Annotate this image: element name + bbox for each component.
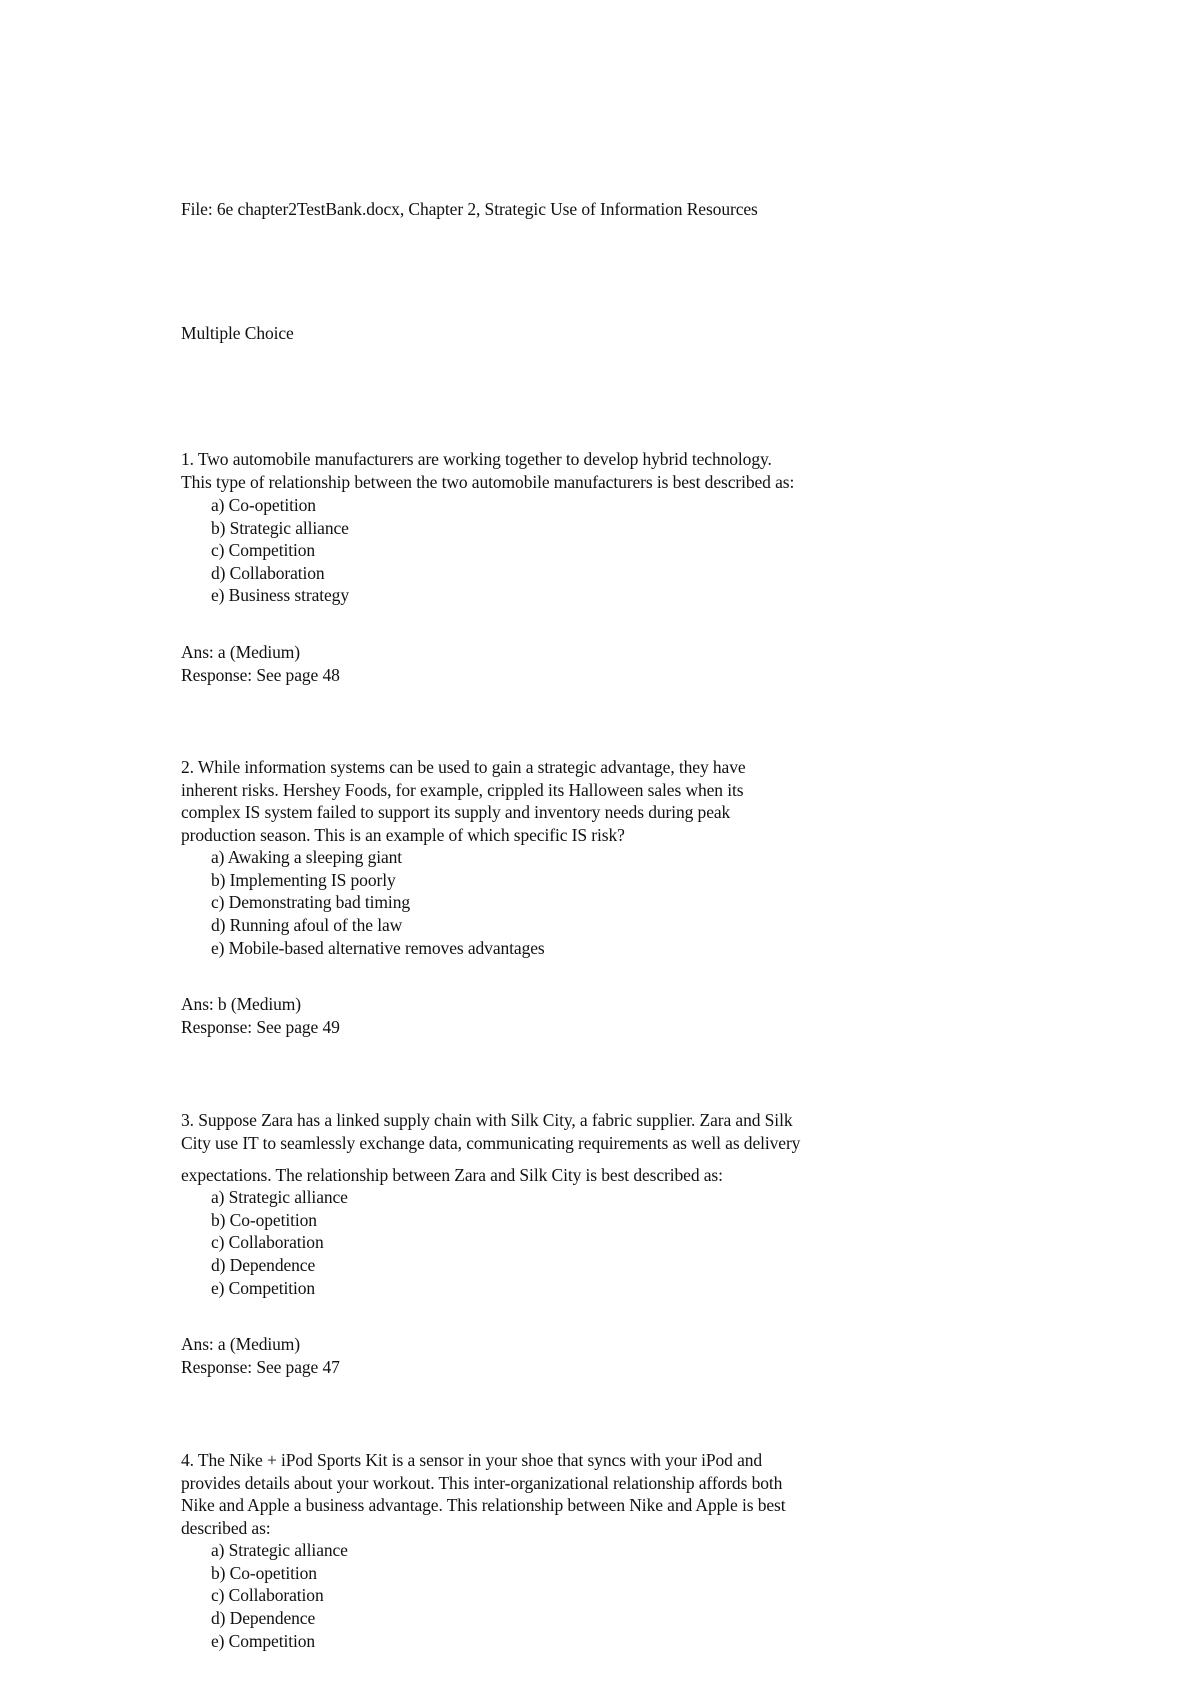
question-2-option-a: a) Awaking a sleeping giant [211,847,403,867]
question-1-option-d: d) Collaboration [211,563,325,583]
question-2-option-d: d) Running afoul of the law [211,915,403,935]
question-3-option-b: b) Co-opetition [211,1210,317,1230]
question-4-option-b: b) Co-opetition [211,1563,317,1583]
question-3-stem-line: 3. Suppose Zara has a linked supply chain with Silk City, a fabric supplier. Zara and Silk [181,1110,793,1130]
question-4-option-d: d) Dependence [211,1608,316,1628]
question-2-answer: Ans: b (Medium) [181,994,302,1014]
question-4-option-c: c) Collaboration [211,1585,324,1605]
question-3-option-d: d) Dependence [211,1255,316,1275]
section-title: Multiple Choice [181,323,294,343]
question-4-stem-line: described as: [181,1518,271,1538]
question-4-option-e: e) Competition [211,1631,316,1651]
question-3-response: Response: See page 47 [181,1357,340,1377]
question-3-option-e: e) Competition [211,1278,316,1298]
question-4-stem-line: Nike and Apple a business advantage. This relationship between Nike and Apple is best [181,1495,786,1515]
question-2-response: Response: See page 49 [181,1017,340,1037]
question-2-stem-line: 2. While information systems can be used to gain a strategic advantage, they have [181,757,746,777]
question-3-stem-line: expectations. The relationship between Zara and Silk City is best described as: [181,1165,723,1185]
question-1-response: Response: See page 48 [181,665,340,685]
question-2-stem-line: production season. This is an example of which specific IS risk? [181,825,625,845]
question-1-option-e: e) Business strategy [211,585,349,605]
question-3-answer: Ans: a (Medium) [181,1334,301,1354]
question-4-stem-line: provides details about your workout. This inter-organizational relationship affords both [181,1473,783,1493]
question-1-stem-line: This type of relationship between the two automobile manufacturers is best described as: [181,472,795,492]
question-2-stem-line: complex IS system failed to support its supply and inventory needs during peak [181,802,731,822]
question-1-option-b: b) Strategic alliance [211,518,349,538]
question-2-option-b: b) Implementing IS poorly [211,870,396,890]
question-1-stem-line: 1. Two automobile manufacturers are working together to develop hybrid technology. [181,449,772,469]
file-header: File: 6e chapter2TestBank.docx, Chapter 2, Strategic Use of Information Resources [181,199,758,219]
question-4-option-a: a) Strategic alliance [211,1540,348,1560]
question-1-option-a: a) Co-opetition [211,495,316,515]
question-4-stem-line: 4. The Nike + iPod Sports Kit is a sensor in your shoe that syncs with your iPod and [181,1450,763,1470]
question-2-stem-line: inherent risks. Hershey Foods, for example, crippled its Halloween sales when its [181,780,744,800]
question-3-option-c: c) Collaboration [211,1232,324,1252]
question-2-option-c: c) Demonstrating bad timing [211,892,410,912]
question-2-option-e: e) Mobile-based alternative removes advantages [211,938,545,958]
question-3-option-a: a) Strategic alliance [211,1187,348,1207]
question-1-option-c: c) Competition [211,540,316,560]
question-3-stem-line: City use IT to seamlessly exchange data, communicating requirements as well as delivery [181,1133,801,1153]
question-1-answer: Ans: a (Medium) [181,642,301,662]
